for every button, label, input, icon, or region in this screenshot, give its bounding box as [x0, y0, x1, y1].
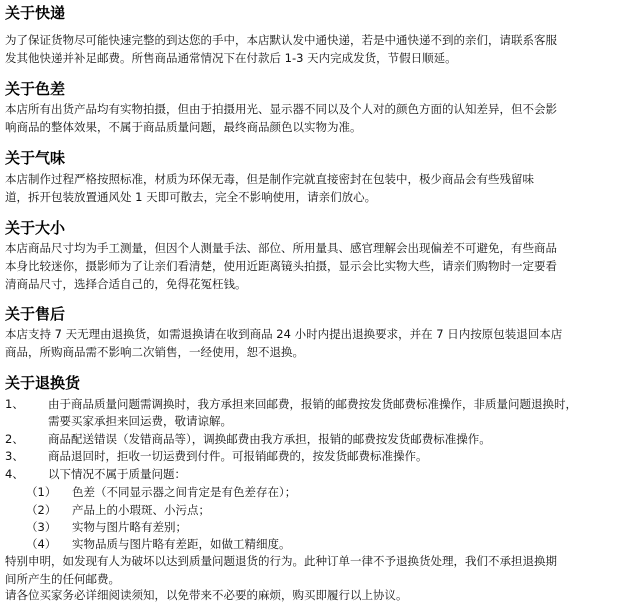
delivery-line-2: 发其他快递并补足邮费。所售商品通常情况下在付款后 1-3 天内完成发货，节假日顺延。: [5, 51, 457, 65]
returns-subitem-1-text: 色差（不同显示器之间肯定是有色差存在）；: [72, 485, 297, 499]
color-line-1: 本店所有出货产品均有实物拍摄，但由于拍摄用光、显示器不同以及个人对的颜色方面的认知差异，但不会影: [5, 102, 557, 116]
section-title-aftersale: 关于售后: [5, 305, 66, 323]
returns-subitem-1-number: （1）: [26, 485, 57, 499]
aftersale-line-2: 商品，所购商品需不影响二次销售，一经使用，恕不退换。: [5, 345, 304, 359]
returns-item-2-number: 2、: [5, 432, 24, 446]
returns-item-1-number: 1、: [5, 397, 24, 411]
returns-subitem-4-number: （4）: [26, 537, 57, 551]
section-title-smell: 关于气味: [5, 149, 66, 167]
size-line-3: 清商品尺寸，选择合适自己的，免得花冤枉钱。: [5, 277, 247, 291]
returns-note-2: 间所产生的任何邮费。: [5, 572, 120, 586]
returns-item-4-number: 4、: [5, 467, 24, 481]
returns-note-1: 特别申明，如发现有人为破坏以达到质量问题退货的行为。此种订单一律不予退换货处理，我们不承担退换期: [5, 554, 557, 568]
returns-subitem-3-number: （3）: [26, 520, 57, 534]
section-title-color: 关于色差: [5, 80, 66, 98]
returns-item-4-line-1: 以下情况不属于质量问题：: [48, 467, 186, 481]
returns-item-2-line-1: 商品配送错误（发错商品等），调换邮费由我方承担，报销的邮费按发货邮费标准操作。: [48, 432, 491, 446]
section-title-size: 关于大小: [5, 219, 66, 237]
section-title-delivery: 关于快递: [5, 4, 66, 22]
smell-line-2: 道，拆开包装放置通风处 1 天即可散去，完全不影响使用，请亲们放心。: [5, 190, 377, 204]
size-line-1: 本店商品尺寸均为手工测量，但因个人测量手法、部位、所用量具、感官理解会出现偏差不可避免，有些商品: [5, 241, 557, 255]
smell-line-1: 本店制作过程严格按照标准，材质为环保无毒，但是制作完就直接密封在包装中，极少商品会有些残留味: [5, 172, 534, 186]
size-line-2: 本身比较迷你，摄影师为了让亲们看清楚，使用近距离镜头拍摄，显示会比实物大些，请亲们购物时一定要看: [5, 259, 557, 273]
returns-item-1-line-1: 由于商品质量问题需调换时，我方承担来回邮费，报销的邮费按发货邮费标准操作，非质量问题退换时，: [48, 397, 577, 411]
returns-item-1-line-2: 需要买家承担来回运费，敬请谅解。: [48, 414, 232, 428]
aftersale-line-1: 本店支持 7 天无理由退换货，如需退换请在收到商品 24 小时内提出退换要求，并在 7 日内按原包装退回本店: [5, 327, 563, 341]
color-line-2: 响商品的整体效果，不属于商品质量问题，最终商品颜色以实物为准。: [5, 120, 362, 134]
section-title-returns: 关于退换货: [5, 374, 81, 392]
returns-subitem-2-number: （2）: [26, 503, 57, 517]
returns-item-3-line-1: 商品退回时，拒收一切运费到付件。可报销邮费的，按发货邮费标准操作。: [48, 449, 428, 463]
returns-subitem-3-text: 实物与图片略有差别；: [72, 520, 187, 534]
returns-subitem-2-text: 产品上的小瑕斑、小污点；: [72, 503, 210, 517]
returns-subitem-4-text: 实物品质与图片略有差距，如做工精细度。: [72, 537, 291, 551]
returns-item-3-number: 3、: [5, 449, 24, 463]
delivery-line-1: 为了保证货物尽可能快速完整的到达您的手中，本店默认发中通快递，若是中通快递不到的亲们，请联系客服: [5, 33, 557, 47]
returns-note-3: 请各位买家务必详细阅读须知，以免带来不必要的麻烦，购买即履行以上协议。: [5, 588, 408, 602]
